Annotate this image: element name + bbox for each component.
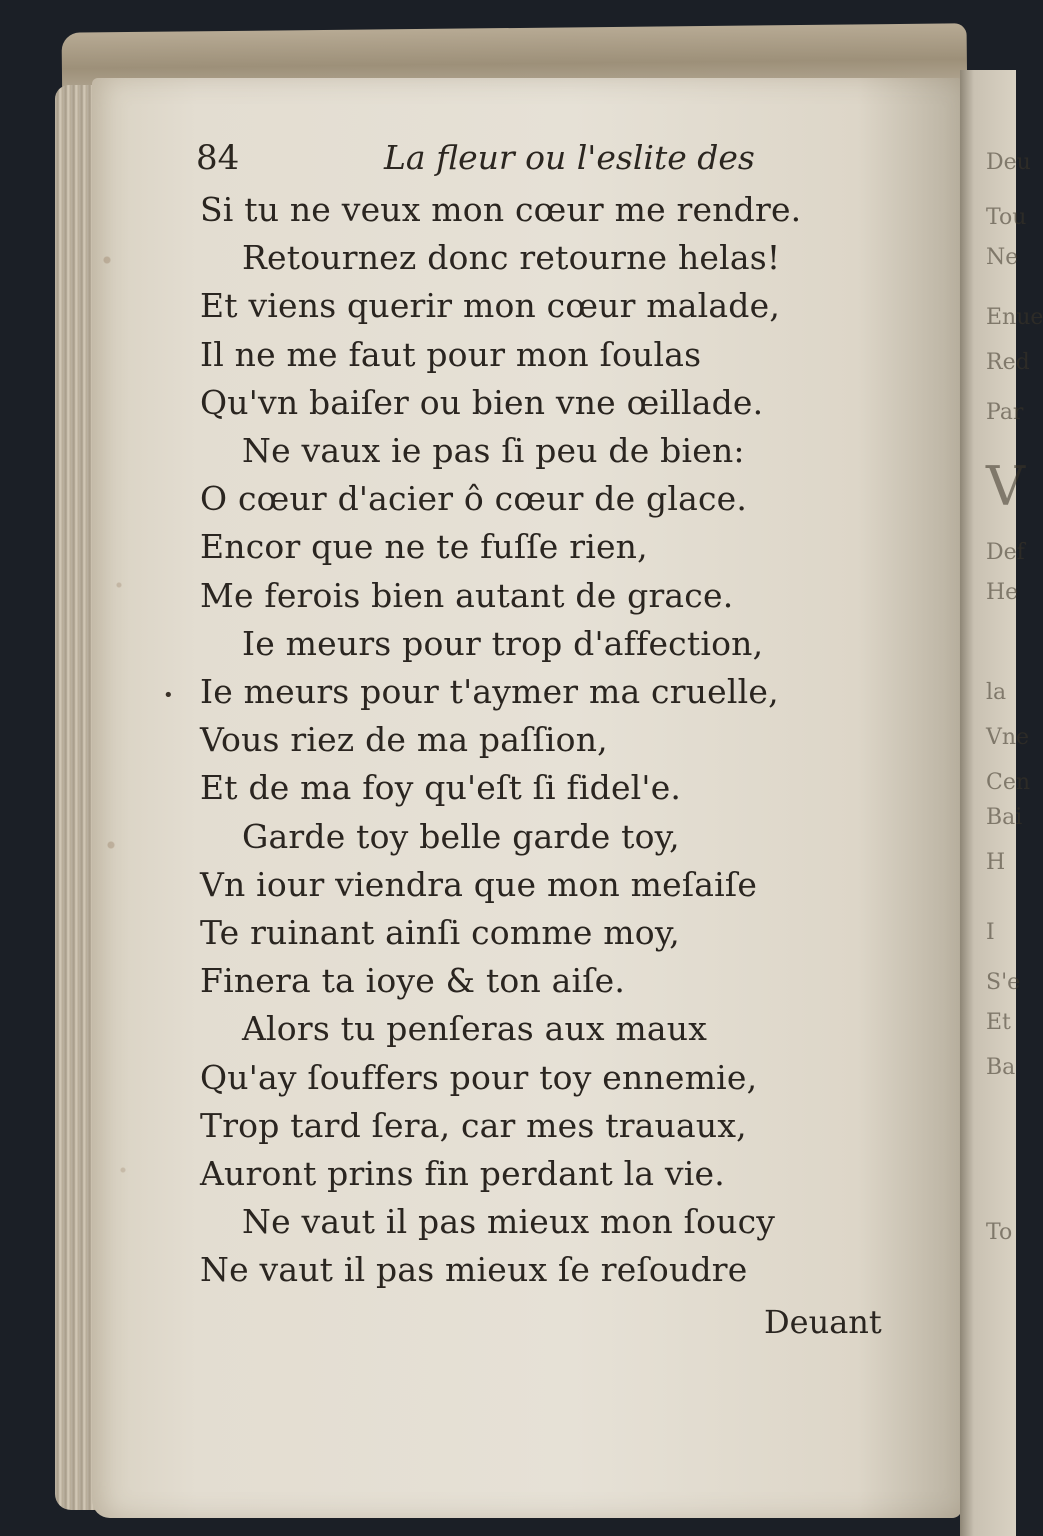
facing-page-fragment: Ba	[986, 1055, 1016, 1080]
verse-line: Si tu ne veux mon cœur me rendre.	[200, 190, 802, 229]
page-header	[196, 138, 756, 186]
facing-page-fragment: I	[986, 920, 995, 945]
verse-line: Te ruinant ainſi comme moy,	[200, 913, 680, 952]
verse-line: Garde toy belle garde toy,	[242, 816, 680, 856]
facing-page-fragment: H	[986, 850, 1006, 875]
verse-line: Me ferois bien autant de grace.	[200, 575, 734, 615]
verse-line: Vn iour viendra que mon meſaiſe	[200, 864, 758, 904]
verse-line: Ne vaux ie pas ſi peu de bien:	[242, 431, 745, 470]
facing-page-fragment: Deu	[986, 150, 1031, 175]
foxing-stains	[95, 130, 135, 1430]
facing-page-fragment: Enue	[986, 305, 1043, 330]
facing-page-fragment: Et	[986, 1010, 1011, 1035]
verse-line: Finera ta ioye & ton aiſe.	[200, 961, 626, 1001]
facing-page-fragment: Par	[986, 400, 1024, 425]
verse-line: Qu'vn baiſer ou bien vne œillade.	[200, 382, 764, 422]
page-number: 84	[196, 138, 240, 178]
facing-page-fragment: la	[986, 680, 1007, 705]
verse-line: Qu'ay ſouffers pour toy ennemie,	[200, 1057, 758, 1097]
verse-line: Alors tu penſeras aux maux	[242, 1009, 708, 1049]
facing-page-fragment: Red	[986, 350, 1030, 375]
verse-line: Retournez donc retourne helas!	[242, 238, 781, 278]
verse-line: Ne vaut il pas mieux ſe reſoudre	[200, 1250, 748, 1290]
catchword: Deuant	[764, 1303, 882, 1341]
facing-page-fragment: Cen	[986, 770, 1031, 795]
facing-page-fragment: Vne	[986, 725, 1030, 750]
running-title: La fleur ou l'eslite des	[384, 138, 755, 177]
verse-line: Ie meurs pour t'aymer ma cruelle,	[200, 672, 779, 711]
facing-page-fragment: Bai	[986, 805, 1023, 830]
margin-mark: •	[163, 685, 174, 706]
facing-page-fragment: He	[986, 580, 1019, 605]
verse-line: Ne vaut il pas mieux mon ſoucy	[242, 1202, 776, 1242]
verse-line: Encor que ne te fuſſe rien,	[200, 527, 648, 567]
verse-line: O cœur d'acier ô cœur de glace.	[200, 479, 748, 519]
facing-page-edge	[960, 70, 1019, 1536]
verse-line: Trop tard ſera, car mes trauaux,	[200, 1105, 747, 1145]
verse-line: Ie meurs pour trop d'affection,	[242, 623, 764, 663]
facing-page-fragment: Def	[986, 540, 1025, 565]
facing-page-fragment: Tou	[986, 205, 1027, 230]
facing-page-fragment: S'e	[986, 970, 1021, 995]
verse-line: Il ne me faut pour mon ſoulas	[200, 334, 702, 374]
verse-line: Vous riez de ma paſſion,	[200, 720, 608, 760]
verse-line: Et viens querir mon cœur malade,	[200, 286, 781, 326]
verse-line: Et de ma foy qu'eſt ſi fidel'e.	[200, 768, 682, 808]
facing-page-fragment: V	[986, 455, 1025, 518]
facing-page-fragment: Ne	[986, 245, 1019, 270]
verse-line: Auront prins fin perdant la vie.	[200, 1154, 725, 1193]
facing-page-fragment: To	[986, 1220, 1013, 1245]
